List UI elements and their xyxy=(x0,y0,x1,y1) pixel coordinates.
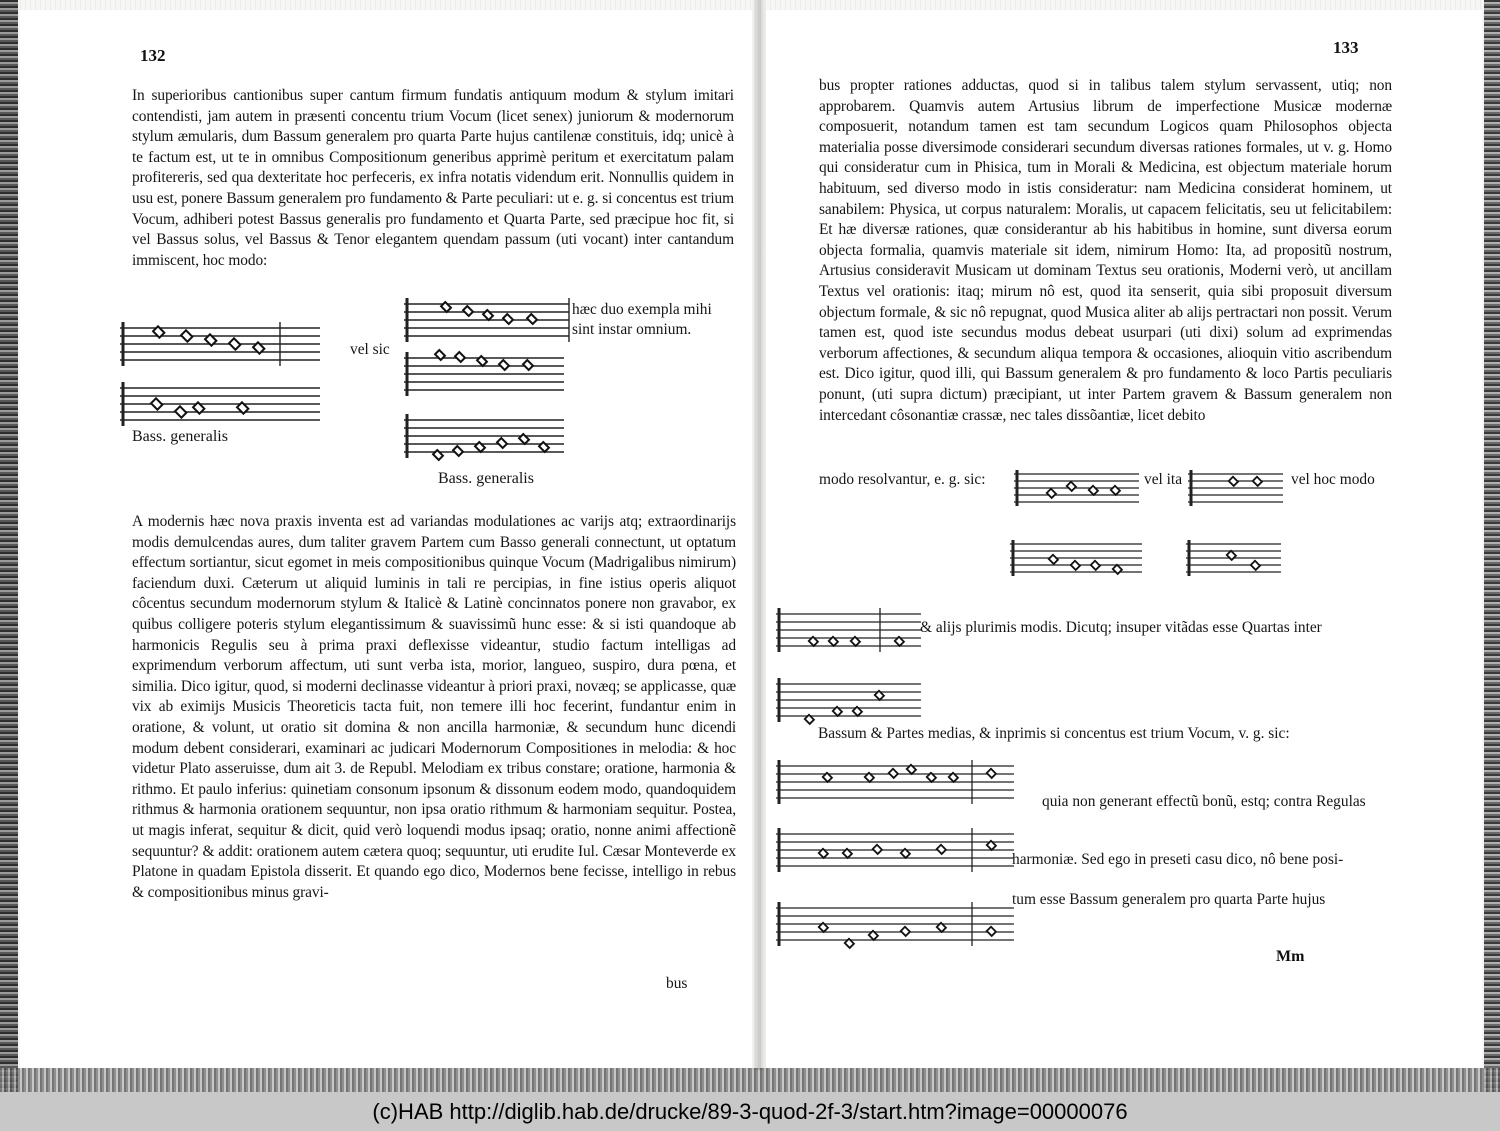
music-staff-example-11 xyxy=(776,902,1016,948)
right-paragraph-1: bus propter rationes adductas, quod si in talibus talem stylum servassent, utiq; non approbarem. Quamvis autem Artusius librum de imperfectione Musicæ modernæ composuerit, notandum tamen est tam secundum Logicos quam Philosophos objecta materialia posse diversimode considerari secundum diversas rationes formales, ut v. g. Homo qui consideratur cum in Phisica, tum in Morali & Medicina, est objectum materiale horum habituum, sed diverso modo in istis consideratur: nam Medicina considerat hominem, ut sanabilem: Physica, ut corpus naturalem: Moralis, ut capacem felicitatis, seu ut felicitabilem: Et hæ diversæ rationes, quæ considerantur ab his habitibus in homine, sunt diversa eorum objecta formalia, quamvis materiale sit idem, nimirum Homo: Ita, ad propositũ nostrum, Artusius consideravit Musicam ut dominam Textus seu orationis, Moderni verò, ut ancillam Textus vel orationis: itaq; mirum nô est, quod ita senserit, quia sibi proposuit diversum objectum formale, & sic nô repugnat, quod Musica aliter ab alijs pertractari non possit. Verum tamen est, quod iste secundus modus debeat usurpari (uti dixi) solum ad exprimendas verborum affectiones, & secundum aliqua tempora & occasiones, alioquin vitio ascribendum est. Dico igitur, quod illi, qui Bassum generalem & pro fundamento & loco Partis peculiaris ponunt, (uti supra dictum) præcipiant, ut inter Partem gravem & Bassum generalem non intercedant côsonantiæ crassæ, nec tales dissõantiæ, licet debito xyxy=(819,77,1392,424)
page-number-left: 132 xyxy=(140,46,166,65)
music-staff-bass-2 xyxy=(404,414,574,464)
vel-sic-text: vel sic xyxy=(350,341,390,358)
music-staff-example-2-mid xyxy=(404,348,574,398)
left-paragraph-1: In superioribus cantionibus super cantum firmum fundatis antiquum modum & stylum imitari contendisti, jam autem in præsenti concentu trium Vocum (licet senex) juniorum & modernorum stylum æmularis, dum Bassum generalem pro quarta Parte hujus cantilenæ constituis, idq; unicè à te factum est, ut te in omnibus Compositionum generibus apprimè peritum et exercitatum palam profitereris, sed qua dexteritate hoc perfeceris, ex infra notatis videndum erit. Nonnullis quidem in usu est, ponere Bassum generalem pro fundamento & Parte peculiari: ut e. g. si concentus est trium Vocum, adhiberi potest Bassus generalis pro fundamento et Quarta Parte, sed præcipue hoc fit, si vel Bassus solus, vel Bassus & Tenor elegantem quendam passum (uti vocant) inter cantandum immiscent, hoc modo: xyxy=(132,87,734,269)
music-staff-example-10 xyxy=(776,828,1016,874)
left-paragraph-2: A modernis hæc nova praxis inventa est ad variandas modulationes ac varijs atq; extraordinarijs modis demulcendas aures, dum taliter gravem Partem cum Basso generali connectunt, ut optatum effectum sortiantur, sicut egomet in meis compositionibus quinque Vocum (Madrigalibus nimirum) faciendum duxi. Cæterum ut aliquid luminis in tali re percipias, in fine istius operis aliquot côcentus secundum modernorum stylum & Italicè & Latinè concinnatos ponere non gravabor, ex quibus colligere poteris stylum elegantissimum & suavissimũ hunc esse: & si isti quandoque ab harmonicis Regulis seu à prima praxi deflexisse videantur, studio factum intelligas ad exprimendum verborum affectum, uti sunt verba ista, morior, langueo, suspiro, dura pœna, et similia. Dico igitur, quod, si moderni declinasse videantur à priori praxi, novæq; se applicasse, quæ vix ab eximijs Musicis Theoreticis tacta fuit, non temere illi hoc fecerint, fundantur enim in oratione, & volunt, ut oratio sit domina & non ancilla harmoniæ, & secundum hunc dicendi modum debent considerari, examinari ac judicari Modernorum Compositiones in melodia: & hoc videtur Plato asseruisse, dum ait 3. de Republ. Melodiam ex tribus constare; oratione, harmonia & rithmo. Et paulo inferius: quinetiam consonum ipsonum & dissonum eodem modo, quandoquidem rithmus & harmonia orationem sequuntur, non ipsa oratio rithmum & harmoniam sequitur. Postea, ut magis inferat, sequitur & dicit, quid verò loquendi modus ipsaq; oratio, nonne animi affectionẽ sequuntur? & addit: orationem autem cætera quoq; sequuntur, uti erudite Iul. Cæsar Monteverde ex Platone in quadam Epistola disserit. Et quando ego dico, Modernos bene fecisse, intelligo in rebus & compositionibus minus gravi- xyxy=(132,513,736,901)
left-page xyxy=(20,10,752,1068)
haec-duo-line-2: sint instar omnium. xyxy=(572,321,692,338)
book-edge-bottom xyxy=(0,1068,1500,1092)
harmoniae-text: harmoniæ. Sed ego in preseti casu dico, nô bene posi- xyxy=(1012,851,1344,868)
music-staff-bass-1 xyxy=(120,382,330,432)
et-alijs-text: & alijs plurimis modis. Dicutq; insuper vitãdas esse Quartas inter xyxy=(920,619,1322,636)
music-staff-example-4 xyxy=(1188,470,1288,510)
vel-hoc-modo-text: vel hoc modo xyxy=(1291,471,1375,488)
music-staff-example-3 xyxy=(1014,470,1144,510)
page-number-right: 133 xyxy=(1333,38,1359,57)
music-staff-example-1 xyxy=(120,322,330,372)
book-edge-right xyxy=(1484,0,1500,1092)
book-edge-left xyxy=(0,0,18,1092)
music-staff-example-2-top xyxy=(404,298,574,348)
vel-ita-text: vel ita xyxy=(1144,471,1183,488)
bassum-partes-text: Bassum & Partes medias, & inprimis si concentus est trium Vocum, v. g. sic: xyxy=(818,725,1290,742)
signature-mark: Mm xyxy=(1276,948,1305,965)
quia-non-text: quia non generant effectũ bonũ, estq; contra Regulas xyxy=(1042,793,1366,810)
page-gutter xyxy=(752,0,766,1070)
modo-resolvantur-text: modo resolvantur, e. g. sic: xyxy=(819,471,986,488)
bass-generalis-label-1: Bass. generalis xyxy=(132,428,228,445)
music-staff-example-6 xyxy=(1186,540,1286,580)
catchword-left: bus xyxy=(666,975,688,992)
music-staff-example-5 xyxy=(1010,540,1150,580)
music-staff-example-7 xyxy=(776,608,926,654)
bass-generalis-label-2: Bass. generalis xyxy=(438,470,534,487)
music-staff-example-8 xyxy=(776,678,926,724)
haec-duo-line-1: hæc duo exempla mihi xyxy=(572,301,712,318)
tum-esse-text: tum esse Bassum generalem pro quarta Parte hujus xyxy=(1012,891,1326,908)
copyright-footer: (c)HAB http://diglib.hab.de/drucke/89-3-quod-2f-3/start.htm?image=00000076 xyxy=(0,1092,1500,1131)
music-staff-example-9 xyxy=(776,760,1016,806)
right-page xyxy=(766,10,1482,1068)
